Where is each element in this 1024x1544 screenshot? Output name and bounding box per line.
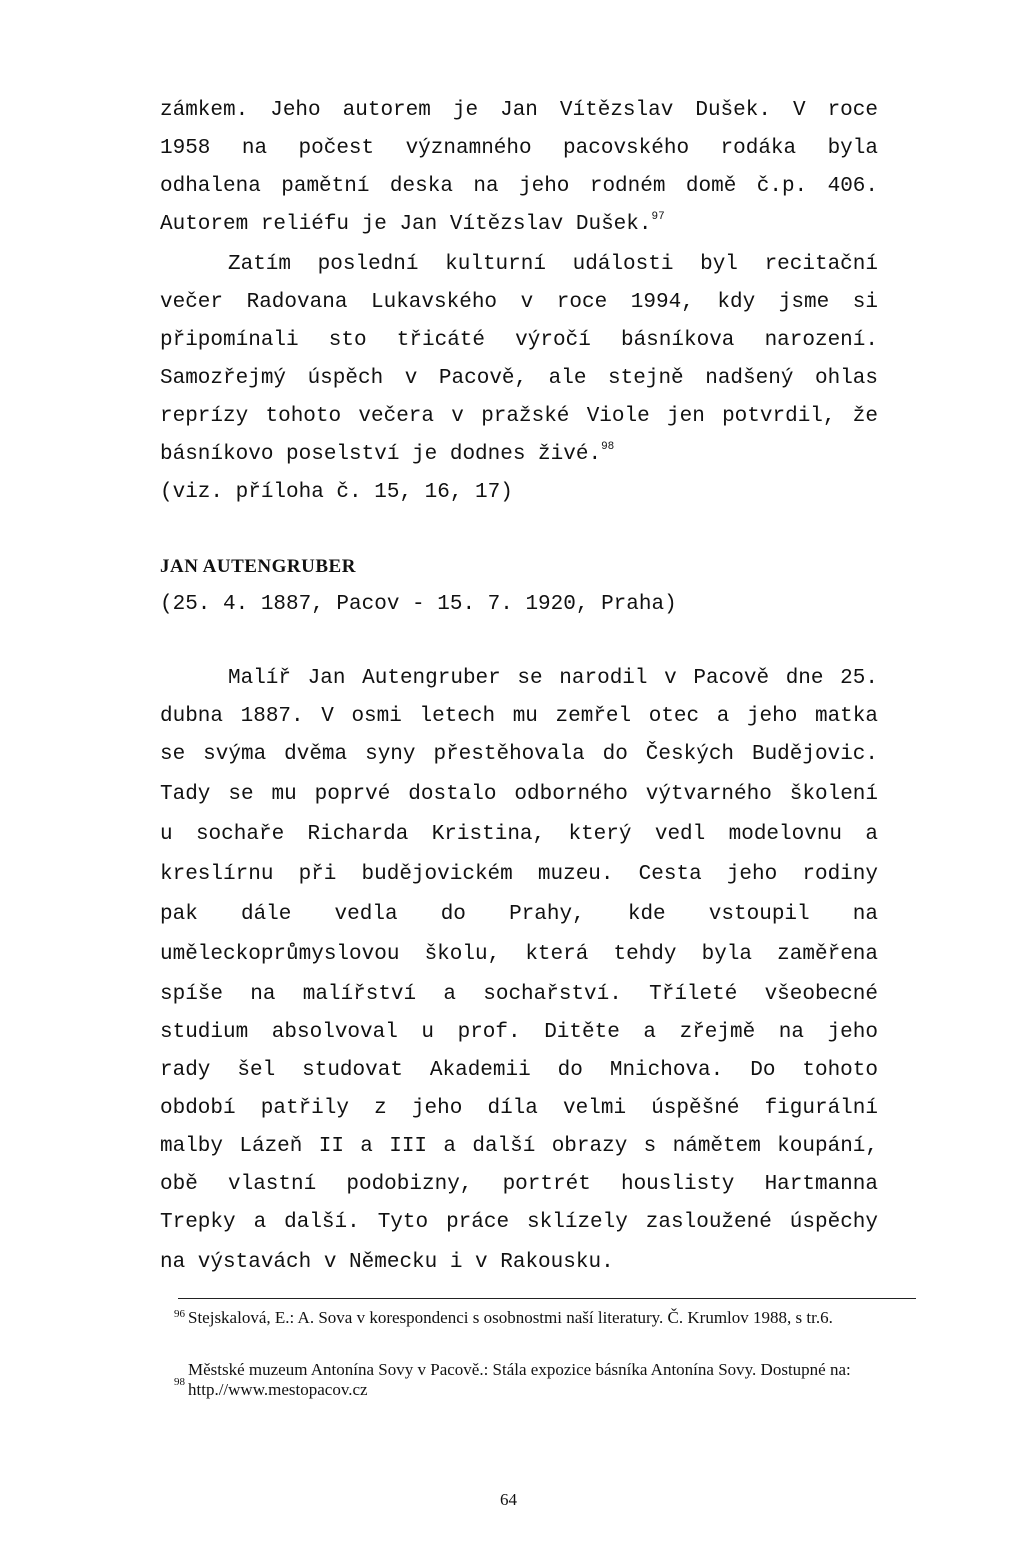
text-line: odhalena pamětní deska na jeho rodném domě č.p. 406. (160, 175, 878, 198)
text-line: kreslírnu při budějovickém muzeu. Cesta jeho rodiny (160, 863, 878, 886)
text-line: Samozřejmý úspěch v Pacově, ale stejně nadšený ohlas (160, 367, 878, 390)
text-line: dubna 1887. V osmi letech mu zemřel otec a jeho matka (160, 705, 878, 728)
footnote-ref: 97 (651, 211, 665, 223)
line-text: básníkovo poselství je dodnes živé. (160, 443, 602, 466)
text-line: na výstavách v Německu i v Rakousku. (160, 1251, 614, 1274)
footnote (174, 1308, 908, 1328)
text-line: se svýma dvěma syny přestěhovala do Českých Budějovic. (160, 743, 878, 766)
footnote-divider (178, 1298, 916, 1299)
text-line (160, 212, 878, 238)
section-dates: (25. 4. 1887, Pacov - 15. 7. 1920, Praha) (160, 593, 677, 616)
text-line: obě vlastní podobizny, portrét houslisty Hartmanna (160, 1173, 878, 1196)
text-line: u sochaře Richarda Kristina, který vedl modelovnu a (160, 823, 878, 846)
page-number: 64 (500, 1490, 517, 1509)
text-line: období patřily z jeho díla velmi úspěšné figurální (160, 1097, 878, 1120)
text-line: reprízy tohoto večera v pražské Viole jen potvrdil, že (160, 405, 878, 428)
text-line: Malíř Jan Autengruber se narodil v Pacově dne 25. (228, 667, 878, 690)
text-line: připomínali sto třicáté výročí básníkova narození. (160, 329, 878, 352)
footnote-number: 98 (174, 1376, 185, 1388)
text-line: Zatím poslední kulturní události byl recitační (228, 253, 878, 276)
text-line: 1958 na počest významného pacovského rodáka byla (160, 137, 878, 160)
text-line: spíše na malířství a sochařství. Tříleté všeobecné (160, 983, 878, 1006)
text-line: malby Lázeň II a III a další obrazy s námětem koupání, (160, 1135, 878, 1158)
footnote-text: Stejskalová, E.: A. Sova v korespondenci s osobnostmi naší literatury. Č. Krumlov 1988, s tr.6. (188, 1308, 833, 1327)
footnote-text: Městské muzeum Antonína Sovy v Pacově.: Stála expozice básníka Antonína Sovy. Dostupné na: http.//www.mestopacov.cz (188, 1360, 851, 1399)
text-line: uměleckoprůmyslovou školu, která tehdy byla zaměřena (160, 943, 878, 966)
text-line (160, 442, 878, 468)
text-line: Tady se mu poprvé dostalo odborného výtvarného školení (160, 783, 878, 806)
text-line: Trepky a další. Tyto práce sklízely zasloužené úspěchy (160, 1211, 878, 1234)
footnote (174, 1360, 908, 1400)
text-line: studium absolvoval u prof. Ditěte a zřejmě na jeho (160, 1021, 878, 1044)
text-line: pak dále vedla do Prahy, kde vstoupil na (160, 903, 878, 926)
text-line: rady šel studovat Akademii do Mnichova. Do tohoto (160, 1059, 878, 1082)
footnote-ref: 98 (601, 441, 615, 453)
footnote-number: 96 (174, 1308, 185, 1320)
line-text: Autorem reliéfu je Jan Vítězslav Dušek. (160, 213, 652, 236)
appendix-note: (viz. příloha č. 15, 16, 17) (160, 481, 513, 504)
section-heading: JAN AUTENGRUBER (160, 556, 356, 577)
text-line: večer Radovana Lukavského v roce 1994, kdy jsme si (160, 291, 878, 314)
text-line: zámkem. Jeho autorem je Jan Vítězslav Dušek. V roce (160, 99, 878, 122)
